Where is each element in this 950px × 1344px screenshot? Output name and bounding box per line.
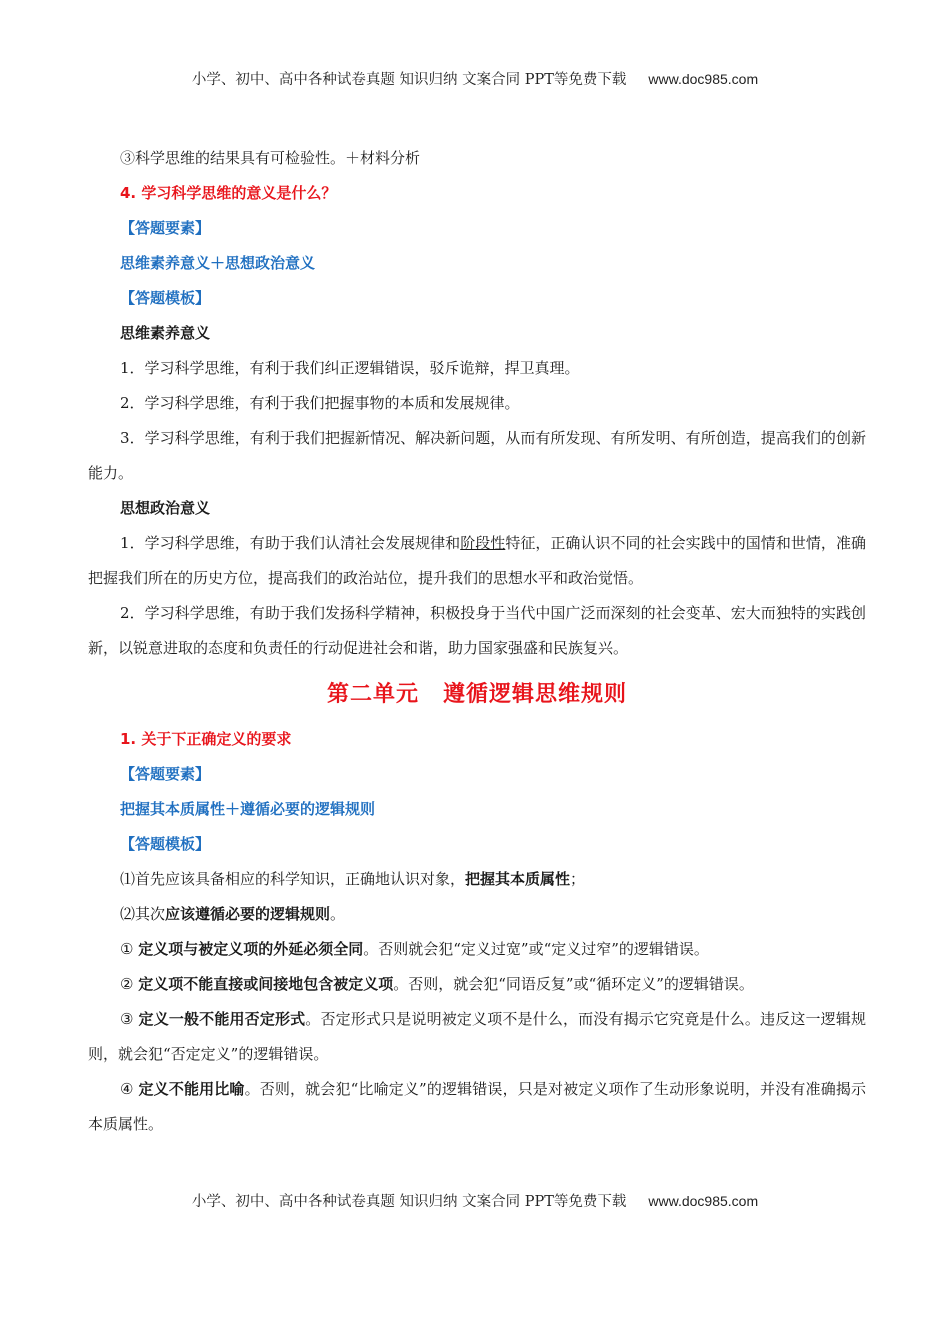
footer-text: 小学、初中、高中各种试卷真题 知识归纳 文案合同 PPT等免费下载 — [191, 1194, 627, 1210]
bold-text: 把握其本质属性 — [465, 870, 571, 888]
list-item — [88, 897, 866, 932]
paragraph: ③科学思维的结果具有可检验性。＋材料分析 — [120, 149, 421, 167]
text-run: 。 — [330, 905, 346, 923]
page-footer — [0, 1190, 950, 1211]
unit-title — [88, 680, 866, 710]
bold-text: 定义项与被定义项的外延必须全同 — [138, 940, 364, 958]
bold-text: 定义项不能直接或间接地包含被定义项 — [138, 975, 394, 993]
document-body — [88, 141, 866, 1142]
list-item: 1．学习科学思维，有利于我们纠正逻辑错误，驳斥诡辩，捍卫真理。 — [120, 359, 580, 377]
answer-elements: 把握其本质属性＋遵循必要的逻辑规则 — [120, 800, 376, 818]
underlined-term: 阶段性 — [460, 534, 506, 552]
text-run: 1．学习科学思维，有助于我们认清社会发展规律和 — [120, 534, 461, 552]
header-site-link[interactable]: www.doc985.com — [648, 71, 759, 87]
list-item — [88, 862, 866, 897]
header-text: 小学、初中、高中各种试卷真题 知识归纳 文案合同 PPT等免费下载 — [191, 72, 627, 88]
rule-number: ④ — [120, 1080, 139, 1098]
list-item: 3．学习科学思维，有利于我们把握新情况、解决新问题，从而有所发现、有所发明、有所创造，提高我们的创新能力。 — [88, 429, 866, 482]
rule-number: ③ — [120, 1010, 139, 1028]
answer-template-label: 【答题模板】 — [120, 835, 211, 853]
answer-elements: 思维素养意义＋思想政治意义 — [120, 254, 316, 272]
rule-item — [88, 1002, 866, 1072]
rule-item — [88, 932, 866, 967]
page-header — [0, 68, 950, 89]
subheading: 思维素养意义 — [120, 324, 211, 342]
rule-number: ② — [120, 975, 139, 993]
unit-label: 第二单元 — [326, 682, 419, 707]
bold-text: 应该遵循必要的逻辑规则 — [165, 905, 331, 923]
bold-text: 定义一般不能用否定形式 — [138, 1010, 306, 1028]
text-run: 。否则，就会犯“同语反复”或“循环定义”的逻辑错误。 — [393, 975, 754, 993]
rule-item — [88, 1072, 866, 1142]
text-run: 。否则就会犯“定义过宽”或“定义过窄”的逻辑错误。 — [363, 940, 709, 958]
text-run: ； — [570, 870, 586, 888]
text-run: 。否则，就会犯“比喻定义”的逻辑错误，只是对被定义项作了生动形象说明，并没有准确揭示本质属性。 — [88, 1080, 866, 1133]
text-run: ⑵其次 — [120, 905, 166, 923]
answer-elements-label: 【答题要素】 — [120, 765, 211, 783]
list-item: 2．学习科学思维，有助于我们发扬科学精神，积极投身于当代中国广泛而深刻的社会变革、宏大而独特的实践创新，以锐意进取的态度和负责任的行动促进社会和谐，助力国家强盛和民族复兴。 — [88, 604, 866, 657]
list-item — [88, 526, 866, 596]
text-run: ⑴首先应该具备相应的科学知识，正确地认识对象， — [120, 870, 466, 888]
list-item: 2．学习科学思维，有利于我们把握事物的本质和发展规律。 — [120, 394, 520, 412]
bold-text: 定义不能用比喻 — [138, 1080, 245, 1098]
rule-item — [88, 967, 866, 1002]
question-heading: 1. 关于下正确定义的要求 — [120, 730, 292, 748]
subheading: 思想政治意义 — [120, 499, 211, 517]
rule-number: ① — [120, 940, 139, 958]
text-run: 特征，正确认识不同的社会实践中的国情和世情，准确把握我们所在的历史方位，提高我们的政治站位，提升我们的思想水平和政治觉悟。 — [88, 534, 866, 587]
question-heading: 4. 学习科学思维的意义是什么？ — [120, 184, 337, 202]
answer-template-label: 【答题模板】 — [120, 289, 211, 307]
text-run: 。否定形式只是说明被定义项不是什么，而没有揭示它究竟是什么。违反这一逻辑规则，就会犯“否定定义”的逻辑错误。 — [88, 1010, 866, 1063]
unit-name: 遵循逻辑思维规则 — [443, 682, 628, 707]
answer-elements-label: 【答题要素】 — [120, 219, 211, 237]
footer-site-link[interactable]: www.doc985.com — [648, 1193, 759, 1209]
